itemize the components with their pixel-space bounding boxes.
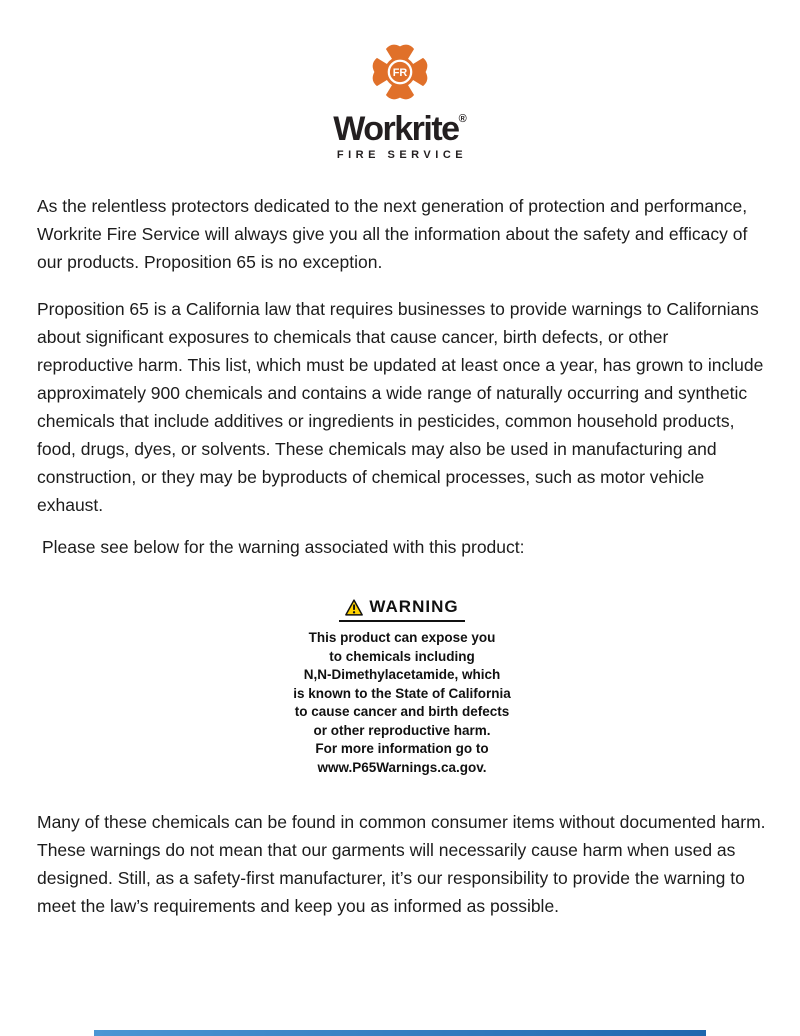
warning-header <box>287 597 517 617</box>
warning-underline <box>339 620 465 622</box>
warning-line: or other reproductive harm. <box>313 722 491 738</box>
badge-monogram: FR <box>392 67 408 80</box>
warning-line: For more information go to <box>315 741 489 756</box>
warning-line: This product can expose you <box>308 630 496 645</box>
warning-line: N,N-Dimethylacetamide, which <box>303 667 501 682</box>
warning-triangle-icon <box>345 599 363 616</box>
warning-line: to chemicals including <box>329 648 475 664</box>
warning-line: is known to the State of California <box>293 685 511 701</box>
registered-trademark: ® <box>458 113 467 125</box>
prop65-paragraph: Proposition 65 is a California law that requires businesses to provide warnings to Californians about significant exposures to chemicals that cause cancer, birth defects, or other reproductive harm. This list, which must be updated at least once a year, has grown to include approximately 900 chemicals and contains a wide range of naturally occurring and synthetic chemicals that include additives or ingredients in pesticides, common household products, food, drugs, dyes, or solvents. These chemicals may also be used in manufacturing and construction, or they may be byproducts of chemical processes, such as motor vehicle exhaust. <box>37 299 764 515</box>
brand-tagline: FIRE SERVICE <box>336 149 468 161</box>
warning-line: www.P65Warnings.ca.gov. <box>317 759 487 775</box>
fire-maltese-cross-badge-icon <box>367 40 433 104</box>
brand-wordmark <box>0 100 800 148</box>
brand-name: Workrite <box>333 110 459 148</box>
closing-paragraph: Many of these chemicals can be found in common consumer items without documented harm. These warnings do not mean that our garments will necessarily cause harm when used as designed. Still, as a safety-first manufacturer, it’s our responsibility to provide the warning to meet the law’s requirements and keep you as informed as possible. <box>37 812 766 916</box>
warning-line: to cause cancer and birth defects <box>294 704 510 719</box>
brand-logo <box>0 0 800 161</box>
intro-paragraph: As the relentless protectors dedicated to the next generation of protection and performance, Workrite Fire Service will always give you all the information about the safety and efficacy of our products. Proposition 65 is no exception. <box>37 196 748 272</box>
bottom-accent-bar <box>94 1030 706 1036</box>
warning-title: WARNING <box>369 597 459 616</box>
document-body <box>0 192 800 920</box>
see-below-paragraph: Please see below for the warning associated with this product: <box>42 537 525 557</box>
prop65-warning-label <box>287 597 517 777</box>
